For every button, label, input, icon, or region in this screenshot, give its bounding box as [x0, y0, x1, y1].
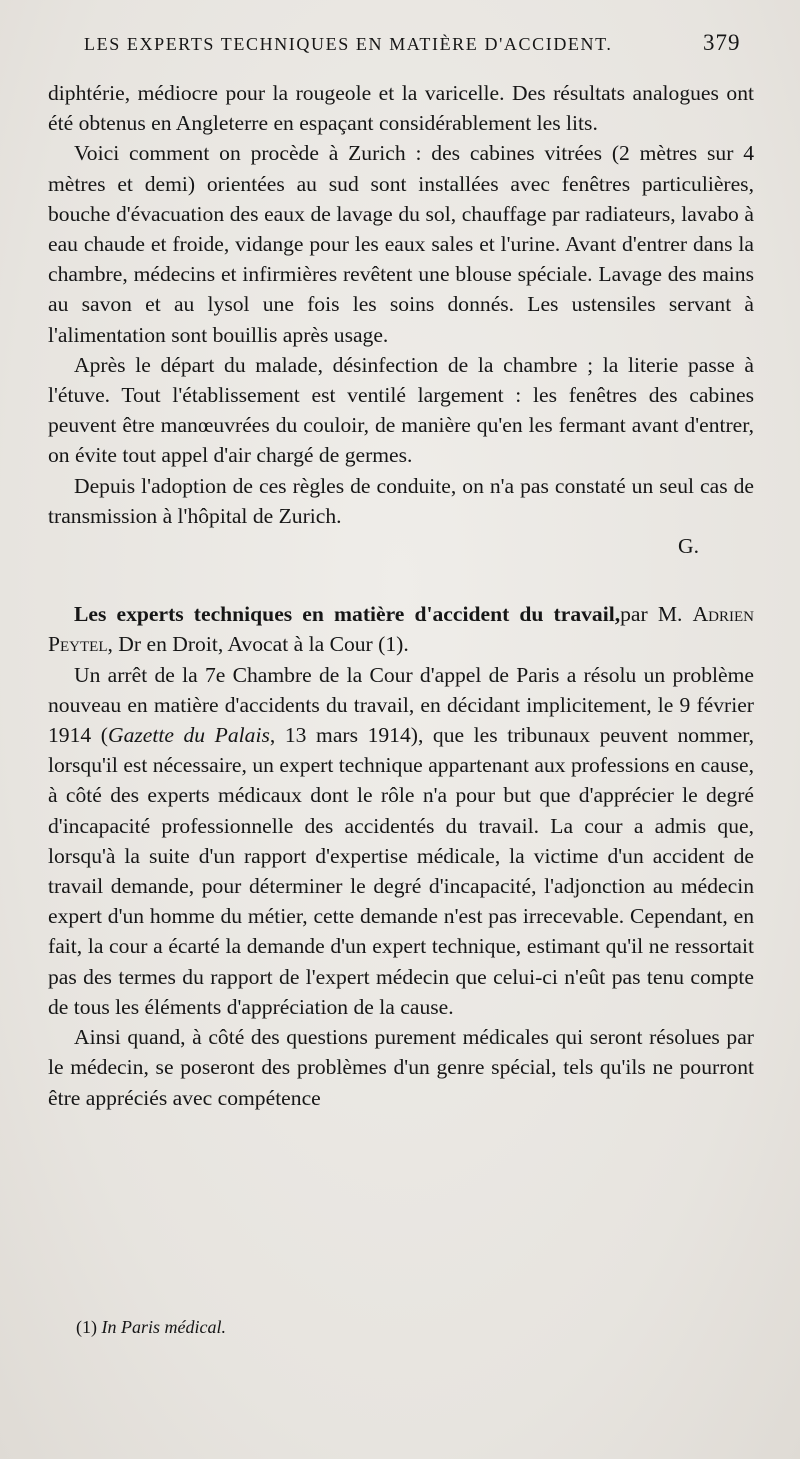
article-heading — [48, 599, 754, 659]
article-author: Adrien Peytel — [48, 602, 755, 657]
paragraph-continued: diphtérie, médiocre pour la rougeole et la varicelle. Des résultats analogues ont été obtenus en Angleterre en espaçant considérablement les lits. — [48, 81, 754, 136]
article-title: Les experts techniques en matière d'accident du travail, — [74, 602, 621, 627]
page-number: 379 — [703, 30, 741, 55]
author-signature: G. — [678, 534, 699, 559]
paragraph-medical-questions: Ainsi quand, à côté des questions purement médicales qui seront résolues par le médecin, se poseront des problèmes d'un genre spécial, tels qu'ils ne pourront être appréciés avec compétence — [48, 1025, 754, 1110]
paragraph-zurich-procedure: Voici comment on procède à Zurich : des cabines vitrées (2 mètres sur 4 mètres et demi) orientées au sud sont installées avec fenêtres particulières, bouche d'évacuation des eaux de lavage du sol, chauffage par radiateurs, lavabo à eau chaude et froide, vidange pour les eaux sales et l'urine. Avant d'entrer dans la chambre, médecins et infirmières revêtent une blouse spéciale. Lavage des mains au savon et au lysol une fois les soins donnés. Les ustensiles servant à l'alimentation sont bouillis après usage. — [48, 141, 754, 347]
page-body — [48, 78, 754, 1113]
paragraph-disinfection: Après le départ du malade, désinfection de la chambre ; la literie passe à l'étuve. Tout l'établissement est ventilé largement : les fenêtres des cabines peuvent être manœuvrées du couloir, de manière qu'en les fermant avant d'entrer, on évite tout appel d'air chargé de germes. — [48, 352, 754, 468]
ruling-citation: Gazette du Palais — [107, 723, 270, 748]
paragraph-conclusion: Depuis l'adoption de ces règles de conduite, on n'a pas constaté un seul cas de transmission à l'hôpital de Zurich. — [48, 473, 754, 528]
footnote — [76, 1317, 226, 1338]
ruling-text-1: Un arrêt de la 7e Chambre de la Cour d'appel de Paris a résolu un problème nouveau en matière d'accidents du travail, en décidant implicitement, le 9 février 1914 ( — [48, 662, 754, 748]
footnote-marker: (1) — [76, 1317, 97, 1337]
article-par: par — [620, 602, 648, 627]
article-credentials: , Dr en Droit, Avocat à la Cour (1). — [107, 632, 409, 657]
running-title: LES EXPERTS TECHNIQUES EN MATIÈRE D'ACCIDENT. — [84, 34, 613, 54]
ruling-text-2: , 13 mars 1914), que les tribunaux peuvent nommer, lorsqu'il est nécessaire, un expert technique appartenant aux professions en cause, à côté des experts médicaux dont le rôle n'a pour but que d'apprécier le degré d'incapacité professionnelle des accidentés du travail. La cour a admis que, lorsqu'à la suite d'un rapport d'expertise médicale, la victime d'un accident de travail demande, pour déterminer le degré d'incapacité, l'adjonction au médecin expert d'un homme du métier, cette demande n'est pas irrecevable. Cependant, en fait, la cour a écarté la demande d'un expert technique, estimant qu'il ne ressortait pas des termes du rapport de l'expert médecin que celui-ci n'eût pas tenu compte de tous les éléments d'appréciation de la cause. — [48, 723, 755, 1019]
paragraph-court-ruling — [48, 660, 754, 1022]
article-m: M. — [657, 602, 683, 627]
footnote-text: In Paris médical. — [101, 1317, 226, 1337]
